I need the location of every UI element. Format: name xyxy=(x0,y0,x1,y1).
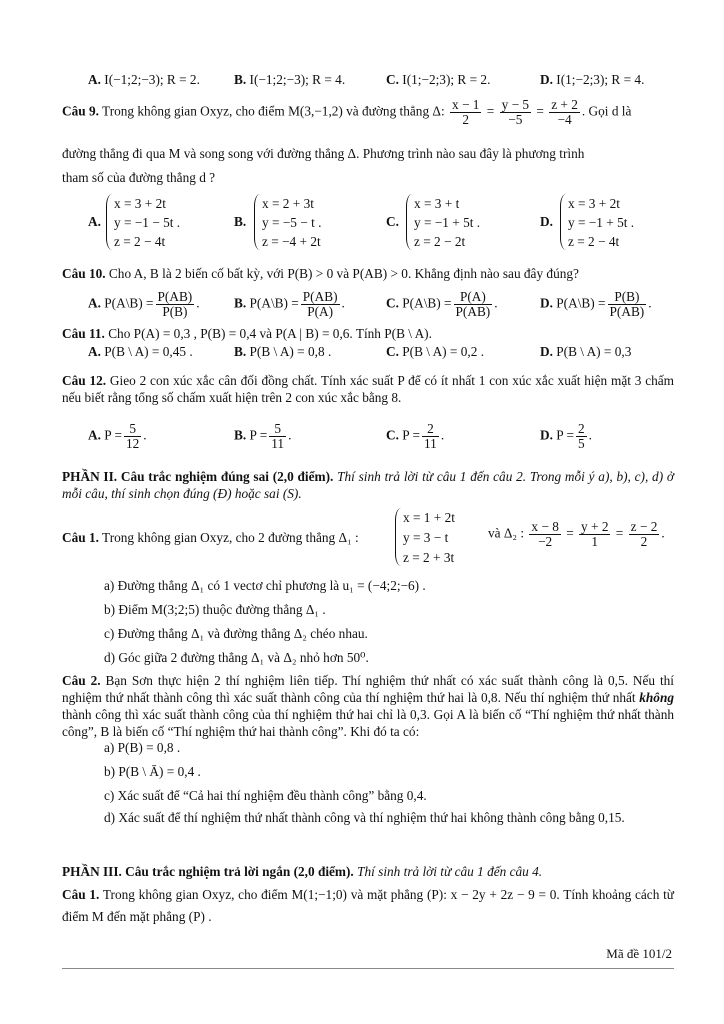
q8-option-b: B. I(−1;2;−3); R = 4. xyxy=(234,72,346,87)
q10-stem: Câu 10. Cho A, B là 2 biến cố bất kỳ, với P(B) > 0 và P(AB) > 0. Khẳng định nào sau đây đúng? xyxy=(62,266,579,281)
q9-line3: tham số của đường thẳng d ? xyxy=(62,170,216,185)
p3q1-stem: Câu 1. Trong không gian Oxyz, cho điểm M(1;−1;0) và mặt phẳng (P): x − 2y + 2z − 9 = 0. Tính khoảng cách từ điểm M đến mặt phẳng (P) . xyxy=(62,887,674,924)
p2q1-item-c: c) Đường thẳng Δ₁ và đường thẳng Δ₂ chéo nhau. xyxy=(104,626,368,641)
q12-option-a: A. P = $\frac{5}{12}$ . xyxy=(88,421,147,451)
p2q1-item-d: d) Góc giữa 2 đường thẳng Δ₁ và Δ₂ nhỏ hơn 50⁰. xyxy=(104,650,369,665)
footer-divider xyxy=(62,968,674,969)
q9-option-b-system: x = 2 + 3t y = −5 − t . z = −4 + 2t xyxy=(262,196,322,249)
q12-option-d: D. P = $\frac{2}{5}$ . xyxy=(540,421,592,451)
q8-option-c: C. I(1;−2;3); R = 2. xyxy=(386,72,491,87)
q12-option-b: B. P = $\frac{5}{11}$ . xyxy=(234,421,292,451)
q10-option-d: D. P(A\B) = $\frac{P(B)}{P(AB)}$ . xyxy=(540,289,652,319)
p2q2-item-c: c) Xác suất để “Cả hai thí nghiệm đều thành công” bằng 0,4. xyxy=(104,788,427,803)
q9-line2: đường thẳng đi qua M và song song với đường thẳng Δ. Phương trình nào sau đây là phương trình xyxy=(62,146,585,161)
p2q1-brace xyxy=(395,508,401,566)
q9-option-c-label: C. xyxy=(386,214,399,229)
q11-option-c: C. P(B \ A) = 0,2 . xyxy=(386,344,485,359)
q8-option-d: D. I(1;−2;3); R = 4. xyxy=(540,72,645,87)
q9-option-c-brace xyxy=(406,194,412,250)
p2q2-stem: Câu 2. Bạn Sơn thực hiện 2 thí nghiệm liên tiếp. Thí nghiệm thứ nhất có xác suất thành công là 0,5. Nếu thí nghiệm thứ nhất thành công thì xác suất thành công của thí nghiệm thứ hai là 0,8. Nếu thí nghiệm thứ nhất không thành công thì xác suất thành công của thí nghiệm thứ hai chỉ là 0,3. Gọi A là biến cố “Thí nghiệm thứ nhất thành công”, B là biến cố “Thí nghiệm thứ hai thành công”. Khi đó ta có: xyxy=(62,673,674,739)
p2q2-item-d: d) Xác suất để thí nghiệm thứ nhất thành công và thí nghiệm thứ hai không thành công bằng 0,15. xyxy=(104,810,625,825)
page-code: Mã đề 101/2 xyxy=(606,946,672,961)
q12-option-c: C. P = $\frac{2}{11}$ . xyxy=(386,421,445,451)
q9-option-b-label: B. xyxy=(234,214,247,229)
part3-heading: PHẦN III. Câu trắc nghiệm trả lời ngắn (2,0 điểm). Thí sinh trả lời từ câu 1 đến câu 4. xyxy=(62,864,543,879)
q12-stem: Câu 12. Gieo 2 con xúc xắc cân đối đồng chất. Tính xác suất P để có ít nhất 1 con xúc xắc xuất hiện mặt 3 chấm nếu biết rằng tổng số chấm xuất hiện trên 2 con xúc xắc bằng 8. xyxy=(62,373,675,405)
p2q2-item-a: a) P(B) = 0,8 . xyxy=(104,740,181,755)
q10-option-b: B. P(A\B) = $\frac{P(AB)}{P(A)}$ . xyxy=(234,289,345,319)
p2q1-item-a: a) Đường thẳng Δ₁ có 1 vectơ chỉ phương là u₁ = (−4;2;−6) . xyxy=(104,578,426,593)
p2q1-system: x = 1 + 2t y = 3 − t z = 2 + 3t xyxy=(403,510,455,565)
q11-option-b: B. P(B \ A) = 0,8 . xyxy=(234,344,332,359)
p2q1-lead: Câu 1. Trong không gian Oxyz, cho 2 đường thẳng Δ₁ : xyxy=(62,530,359,545)
q9-option-d-system: x = 3 + 2t y = −1 + 5t . z = 2 − 4t xyxy=(568,196,635,249)
q10-option-c: C. P(A\B) = $\frac{P(A)}{P(AB)}$ . xyxy=(386,289,498,319)
q11-option-d: D. P(B \ A) = 0,3 xyxy=(540,344,632,359)
q9-option-a-system: x = 3 + 2t y = −1 − 5t . z = 2 − 4t xyxy=(114,196,181,249)
q11-stem: Câu 11. Cho P(A) = 0,3 , P(B) = 0,4 và P(A | B) = 0,6. Tính P(B \ A). xyxy=(62,326,432,341)
q9-option-a-label: A. xyxy=(88,214,101,229)
q9-stem: Câu 9. Trong không gian Oxyz, cho điểm M(3,−1,2) và đường thẳng Δ: $\frac{x - 1}{2}$ = $\frac{y - 5}{-5}$ = $\frac{z + 2}{-4}$ . Gọi d là xyxy=(62,97,632,127)
q9-option-d-label: D. xyxy=(540,214,553,229)
q10-option-a: A. P(A\B) = $\frac{P(AB)}{P(B)}$ . xyxy=(88,289,200,319)
q9-option-d-brace xyxy=(560,194,566,250)
q8-option-a: A. I(−1;2;−3); R = 2. xyxy=(88,72,200,87)
q9-option-a-brace xyxy=(106,194,112,250)
p2q2-item-b: b) P(B \ Ā) = 0,4 . xyxy=(104,764,201,779)
q11-option-a: A. P(B \ A) = 0,45 . xyxy=(88,344,193,359)
p2q1-line2: và Δ₂ : $\frac{x - 8}{-2}$ = $\frac{y + 2}{1}$ = $\frac{z - 2}{2}$ . xyxy=(488,519,665,549)
part2-heading: PHẦN II. Câu trắc nghiệm đúng sai (2,0 điểm). Thí sinh trả lời từ câu 1 đến câu 2. Trong mỗi ý a), b), c), d) ở mỗi câu, thí sinh chọn đúng (Đ) hoặc sai (S). xyxy=(62,469,674,501)
q9-option-c-system: x = 3 + t y = −1 + 5t . z = 2 − 2t xyxy=(414,196,481,249)
q9-option-b-brace xyxy=(254,194,260,250)
p2q1-item-b: b) Điểm M(3;2;5) thuộc đường thẳng Δ₁ . xyxy=(104,602,326,617)
